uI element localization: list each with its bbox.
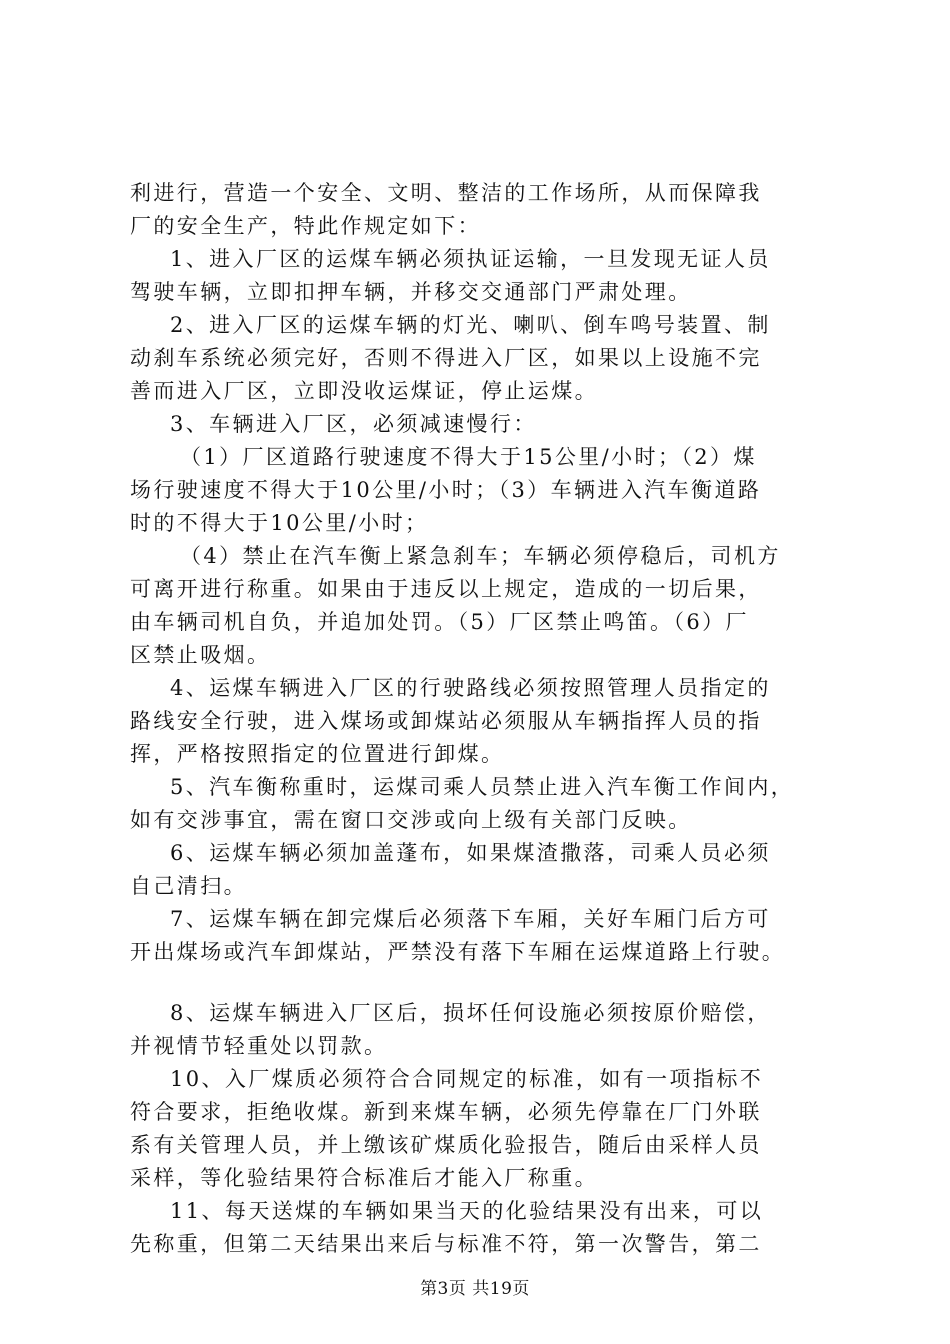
- page-number-footer: 第3页 共19页: [420, 1279, 530, 1299]
- text-line: 先称重，但第二天结果出来后与标准不符，第一次警告，第二: [130, 1232, 762, 1256]
- text-line: 自己清扫。: [130, 874, 247, 898]
- text-line: 挥，严格按照指定的位置进行卸煤。: [130, 742, 505, 766]
- text-line: 7、运煤车辆在卸完煤后必须落下车厢，关好车厢门后方可: [170, 907, 771, 931]
- text-line: 时的不得大于10公里/小时；: [130, 511, 429, 535]
- text-line: （1）厂区道路行驶速度不得大于15公里/小时；（2）煤: [180, 445, 757, 469]
- text-line: 8、运煤车辆进入厂区后，损坏任何设施必须按原价赔偿，: [170, 1001, 771, 1025]
- text-line: 利进行，营造一个安全、文明、整洁的工作场所，从而保障我: [130, 181, 762, 205]
- text-line: 并视情节轻重处以罚款。: [130, 1034, 388, 1058]
- text-line: 可离开进行称重。如果由于违反以上规定，造成的一切后果，: [130, 577, 762, 601]
- text-line: 动刹车系统必须完好，否则不得进入厂区，如果以上设施不完: [130, 346, 762, 370]
- text-line: 5、汽车衡称重时，运煤司乘人员禁止进入汽车衡工作间内，: [170, 775, 795, 799]
- text-line: 驾驶车辆，立即扣押车辆，并移交交通部门严肃处理。: [130, 280, 692, 304]
- text-line: 1、进入厂区的运煤车辆必须执证运输，一旦发现无证人员: [170, 247, 771, 271]
- text-line: 6、运煤车辆必须加盖蓬布，如果煤渣撒落，司乘人员必须: [170, 841, 771, 865]
- text-line: 善而进入厂区，立即没收运煤证，停止运煤。: [130, 379, 598, 403]
- text-line: 路线安全行驶，进入煤场或卸煤站必须服从车辆指挥人员的指: [130, 709, 762, 733]
- text-line: 4、运煤车辆进入厂区的行驶路线必须按照管理人员指定的: [170, 676, 771, 700]
- text-line: 2、进入厂区的运煤车辆的灯光、喇叭、倒车鸣号装置、制: [170, 313, 771, 337]
- text-line: 符合要求，拒绝收煤。新到来煤车辆，必须先停靠在厂门外联: [130, 1100, 762, 1124]
- text-line: 系有关管理人员，并上缴该矿煤质化验报告，随后由采样人员: [130, 1133, 762, 1157]
- text-line: 开出煤场或汽车卸煤站，严禁没有落下车厢在运煤道路上行驶。: [130, 940, 786, 964]
- text-line: 3、车辆进入厂区，必须减速慢行：: [170, 412, 537, 436]
- text-line: 10、入厂煤质必须符合合同规定的标准，如有一项指标不: [170, 1067, 764, 1091]
- text-line: 厂的安全生产，特此作规定如下：: [130, 214, 481, 238]
- text-line: （4）禁止在汽车衡上紧急刹车；车辆必须停稳后，司机方: [180, 544, 781, 568]
- text-line: 区禁止吸烟。: [130, 643, 271, 667]
- text-line: 由车辆司机自负，并追加处罚。（5）厂区禁止鸣笛。（6）厂: [130, 610, 749, 634]
- text-line: 场行驶速度不得大于10公里/小时；（3）车辆进入汽车衡道路: [130, 478, 762, 502]
- text-line: 采样，等化验结果符合标准后才能入厂称重。: [130, 1166, 598, 1190]
- text-line: 如有交涉事宜，需在窗口交涉或向上级有关部门反映。: [130, 808, 692, 832]
- text-line: 11、每天送煤的车辆如果当天的化验结果没有出来，可以: [170, 1199, 764, 1223]
